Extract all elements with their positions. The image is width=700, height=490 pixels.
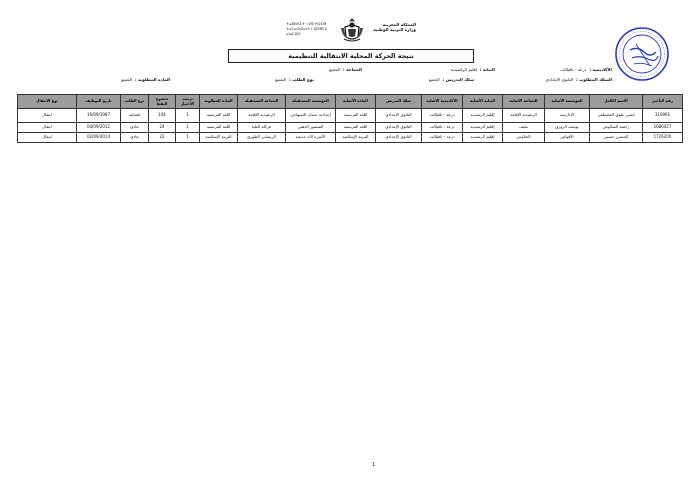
cell-request-type: قضائية: [121, 109, 149, 123]
request-type-value: الجميع: [275, 77, 287, 82]
requested-cycle-value: الثانوي الإعدادي: [545, 77, 574, 82]
col-header: نوع الطلب: [121, 95, 149, 109]
cell-origin-commune: مليف: [503, 123, 545, 133]
col-header: تاريخ التوظيف: [77, 95, 121, 109]
col-header: ترتيب الاختيار: [176, 95, 200, 109]
col-header: الاسم الكامل: [590, 95, 643, 109]
cycle-label: سلك التدريس :: [442, 77, 474, 82]
col-header: المؤسسة الأصلية: [545, 95, 590, 109]
cell-origin-province: إقليم الرشيدية: [463, 123, 503, 133]
cell-full-name: راضية الصالوش: [590, 123, 643, 133]
cell-full-name: ابسي علوي المصطفى: [590, 109, 643, 123]
cell-origin-commune: الخلاوس: [503, 133, 545, 143]
cell-choice-rank: 1: [176, 133, 200, 143]
cell-payroll-number: 1726200: [643, 133, 683, 143]
cell-requested-subject: اللغة الفرنسية: [200, 109, 238, 123]
col-header: نوع الانتقال: [18, 95, 77, 109]
coat-of-arms-emblem: [338, 16, 366, 44]
filter-academy: [560, 67, 612, 72]
cell-origin-academy: درعة - تافيلالت: [422, 123, 463, 133]
cell-origin-subject: التربية الإسلامية: [336, 133, 376, 143]
col-header: المؤسسة المستقبلة: [286, 95, 336, 109]
cell-hire-date: 16/09/1987: [77, 109, 121, 123]
cell-choice-rank: 1: [176, 123, 200, 133]
cell-origin-province: إقليم الرشيدية: [463, 133, 503, 143]
col-header: مجموع النقط: [149, 95, 176, 109]
subject-label: المادة المطلوبة :: [135, 77, 170, 82]
cell-receiving-school: المنصور الذهبي: [286, 123, 336, 133]
cell-choice-rank: 1: [176, 109, 200, 123]
col-header: الجماعة المستقبلة: [238, 95, 286, 109]
cell-origin-academy: درعة - تافيلالت: [422, 109, 463, 123]
cell-hire-date: 04/09/2012: [77, 123, 121, 133]
filter-requested-cycle: [546, 77, 612, 82]
province-value: إقليم الراشيدية: [450, 67, 477, 72]
cell-transfer-type: انتقال: [18, 133, 77, 143]
cell-receiving-school: الأسرة لالة خديجة: [286, 133, 336, 143]
cell-points-total: 22: [149, 133, 176, 143]
tifinagh-line-2: ⵜⴰⵎⴰⵙⵙⴰⵏⵜ ⵏ ⵓⵙⴳⵎⵉ: [286, 27, 328, 32]
header-arabic: [368, 22, 416, 32]
cell-receiving-commune: الريصاني الطوري: [238, 133, 286, 143]
page-number: 1: [372, 462, 376, 468]
requested-cycle-label: السلك المطلوب :: [576, 77, 612, 82]
table-header-row: [18, 95, 683, 109]
tifinagh-line-1: ⵜⴰⴳⵍⴷⵉⵜ ⵏ ⵍⵎⵖⵔⵉⴱ: [286, 22, 327, 26]
cell-cycle: الثانوي الإعدادي: [376, 109, 422, 123]
cell-full-name: الحسين حسني: [590, 133, 643, 143]
commune-value: الجميع: [328, 67, 341, 72]
cell-requested-subject: التربية الإسلامية: [200, 133, 238, 143]
col-header: المادة المطلوبة: [200, 95, 238, 109]
cell-cycle: الثانوي الإعدادي: [376, 133, 422, 143]
country-name: المملكة المغربية: [382, 22, 416, 27]
cell-request-type: عادي: [121, 123, 149, 133]
col-header: النيابة الأصلية: [463, 95, 503, 109]
cell-receiving-commune: فركلة العليا: [238, 123, 286, 133]
col-header: الأكاديمية الأصلية: [422, 95, 463, 109]
cell-origin-school: الأقواض: [545, 133, 590, 143]
col-header: سلك التدريس: [376, 95, 422, 109]
cell-receiving-school: إعدادية حسان الصنهاجي: [286, 109, 336, 123]
cycle-value: الجميع: [428, 77, 440, 82]
table-row: [18, 133, 683, 143]
cell-cycle: الثانوي الإعدادي: [376, 123, 422, 133]
cell-points-total: 24: [149, 123, 176, 133]
cell-payroll-number: 1686427: [643, 123, 683, 133]
cell-origin-province: إقليم الرشيدية: [463, 109, 503, 123]
filter-request-type: [275, 77, 314, 82]
cell-requested-subject: اللغة الفرنسية: [200, 123, 238, 133]
document-title: نتيجة الحركة المحلية الانتقالية التنظيمية: [228, 49, 474, 63]
academy-label: الأكاديمية :: [589, 67, 612, 72]
commune-label: الجماعة :: [343, 67, 362, 72]
cell-origin-commune: الرشيدية الإقامة: [503, 109, 545, 123]
table-row: [18, 109, 683, 123]
academy-value: درعة - تافيلالت: [560, 67, 587, 72]
cell-origin-subject: اللغة الفرنسية: [336, 123, 376, 133]
province-label: النيابة :: [479, 67, 495, 72]
ministry-name: وزارة التربية الوطنية: [373, 27, 416, 33]
col-header: الجماعة الأصلية: [503, 95, 545, 109]
cell-points-total: 144: [149, 109, 176, 123]
col-header: رقم التأجير: [643, 95, 683, 109]
subject-value: الجميع: [120, 77, 133, 82]
header-tifinagh: [286, 22, 332, 38]
col-header: المادة الأصلية: [336, 95, 376, 109]
request-type-label: نوع الطلب :: [289, 77, 314, 82]
cell-transfer-type: انتقال: [18, 109, 77, 123]
filter-province: [451, 67, 495, 72]
cell-origin-subject: اللغة الفرنسية: [336, 109, 376, 123]
results-table: [17, 94, 683, 143]
cell-hire-date: 02/09/2014: [77, 133, 121, 143]
table-row: [18, 123, 683, 133]
cell-transfer-type: انتقال: [18, 123, 77, 133]
tifinagh-line-3: ⴰⵏⴰⵎⵓⵔ: [286, 32, 301, 37]
filter-cycle: [429, 77, 474, 82]
cell-origin-academy: درعة - تافيلالت: [422, 133, 463, 143]
filter-subject: [121, 77, 170, 82]
cell-receiving-commune: الرشيدية الإقامة: [238, 109, 286, 123]
cell-payroll-number: 310991: [643, 109, 683, 123]
cell-origin-school: يوسف الروزي: [545, 123, 590, 133]
official-stamp: [614, 26, 670, 82]
filter-commune: [329, 67, 362, 72]
cell-request-type: عادي: [121, 133, 149, 143]
cell-origin-school: الادارسة: [545, 109, 590, 123]
